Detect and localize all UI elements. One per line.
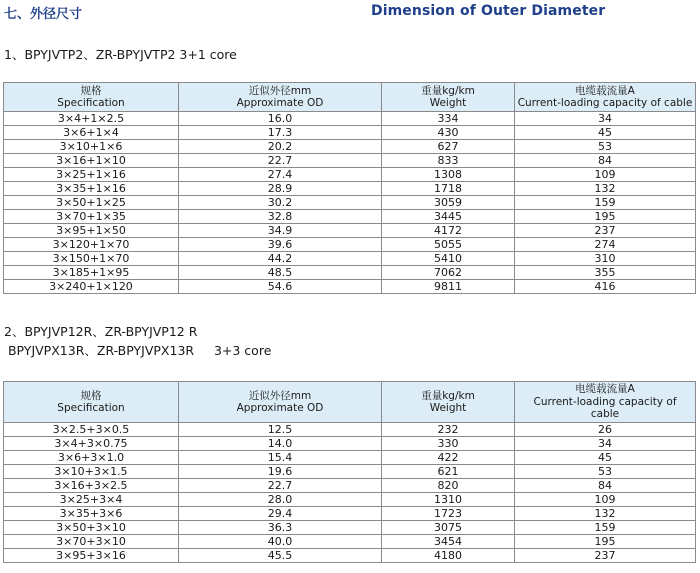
table-row bbox=[4, 210, 696, 224]
cell-approx-od: 12.5 bbox=[179, 423, 382, 437]
cell-approx-od: 39.6 bbox=[179, 238, 382, 252]
cell-weight: 430 bbox=[382, 126, 515, 140]
cell-weight: 820 bbox=[382, 479, 515, 493]
table-row bbox=[4, 168, 696, 182]
cell-weight: 621 bbox=[382, 465, 515, 479]
header-current-capacity bbox=[515, 382, 696, 423]
header-approx-od bbox=[179, 382, 382, 423]
cell-current-capacity: 132 bbox=[515, 507, 696, 521]
cell-approx-od: 27.4 bbox=[179, 168, 382, 182]
cell-specification: 3×240+1×120 bbox=[4, 280, 179, 294]
cell-current-capacity: 26 bbox=[515, 423, 696, 437]
header-specification bbox=[4, 382, 179, 423]
cell-specification: 3×50+3×10 bbox=[4, 521, 179, 535]
cell-approx-od: 22.7 bbox=[179, 154, 382, 168]
table-row bbox=[4, 479, 696, 493]
table1-body bbox=[4, 112, 696, 294]
header-approx-od bbox=[179, 83, 382, 112]
header-weight bbox=[382, 382, 515, 423]
cell-weight: 3445 bbox=[382, 210, 515, 224]
header-label-en: Approximate OD bbox=[236, 402, 324, 414]
table-row bbox=[4, 224, 696, 238]
header-label-en: Weight bbox=[429, 97, 467, 109]
cell-current-capacity: 53 bbox=[515, 140, 696, 154]
cell-approx-od: 28.9 bbox=[179, 182, 382, 196]
cell-current-capacity: 34 bbox=[515, 112, 696, 126]
cell-weight: 330 bbox=[382, 437, 515, 451]
cell-weight: 627 bbox=[382, 140, 515, 154]
header-label-en: Current-loading capacity of cable bbox=[533, 395, 677, 421]
cell-current-capacity: 355 bbox=[515, 266, 696, 280]
table-row bbox=[4, 112, 696, 126]
cell-current-capacity: 195 bbox=[515, 210, 696, 224]
cell-specification: 3×35+3×6 bbox=[4, 507, 179, 521]
cell-specification: 3×35+1×16 bbox=[4, 182, 179, 196]
cell-weight: 3059 bbox=[382, 196, 515, 210]
cell-current-capacity: 416 bbox=[515, 280, 696, 294]
cell-weight: 4180 bbox=[382, 549, 515, 563]
table-row bbox=[4, 437, 696, 451]
table-row bbox=[4, 423, 696, 437]
header-current-capacity bbox=[515, 83, 696, 112]
table-row bbox=[4, 154, 696, 168]
header-weight bbox=[382, 83, 515, 112]
table-row bbox=[4, 252, 696, 266]
table-row bbox=[4, 521, 696, 535]
cell-weight: 232 bbox=[382, 423, 515, 437]
table-row bbox=[4, 126, 696, 140]
header-label-cn: 规格 bbox=[80, 389, 102, 402]
table-row bbox=[4, 507, 696, 521]
table-row bbox=[4, 493, 696, 507]
cell-current-capacity: 45 bbox=[515, 126, 696, 140]
cell-current-capacity: 45 bbox=[515, 451, 696, 465]
cell-weight: 9811 bbox=[382, 280, 515, 294]
cell-approx-od: 54.6 bbox=[179, 280, 382, 294]
cell-approx-od: 17.3 bbox=[179, 126, 382, 140]
header-label-cn: 电缆载流量A bbox=[575, 383, 635, 396]
table-row bbox=[4, 280, 696, 294]
cell-specification: 3×50+1×25 bbox=[4, 196, 179, 210]
cell-weight: 3075 bbox=[382, 521, 515, 535]
cell-specification: 3×10+3×1.5 bbox=[4, 465, 179, 479]
cell-approx-od: 30.2 bbox=[179, 196, 382, 210]
table-row bbox=[4, 196, 696, 210]
cell-specification: 3×4+1×2.5 bbox=[4, 112, 179, 126]
cell-current-capacity: 237 bbox=[515, 224, 696, 238]
cell-specification: 3×10+1×6 bbox=[4, 140, 179, 154]
cell-specification: 3×95+1×50 bbox=[4, 224, 179, 238]
cell-specification: 3×120+1×70 bbox=[4, 238, 179, 252]
cell-current-capacity: 159 bbox=[515, 521, 696, 535]
cell-current-capacity: 195 bbox=[515, 535, 696, 549]
cell-approx-od: 34.9 bbox=[179, 224, 382, 238]
cell-approx-od: 28.0 bbox=[179, 493, 382, 507]
cell-current-capacity: 53 bbox=[515, 465, 696, 479]
cell-approx-od: 36.3 bbox=[179, 521, 382, 535]
table-3-plus-3-core bbox=[3, 381, 696, 563]
cell-approx-od: 45.5 bbox=[179, 549, 382, 563]
cell-current-capacity: 132 bbox=[515, 182, 696, 196]
table-row bbox=[4, 238, 696, 252]
cell-weight: 5055 bbox=[382, 238, 515, 252]
cell-approx-od: 19.6 bbox=[179, 465, 382, 479]
cell-specification: 3×16+3×2.5 bbox=[4, 479, 179, 493]
cell-current-capacity: 109 bbox=[515, 168, 696, 182]
cell-approx-od: 20.2 bbox=[179, 140, 382, 154]
cell-weight: 1308 bbox=[382, 168, 515, 182]
cell-weight: 1310 bbox=[382, 493, 515, 507]
header-label-cn: 重量kg/km bbox=[421, 389, 475, 402]
cell-specification: 3×16+1×10 bbox=[4, 154, 179, 168]
cell-current-capacity: 274 bbox=[515, 238, 696, 252]
cell-specification: 3×25+3×4 bbox=[4, 493, 179, 507]
cell-weight: 1723 bbox=[382, 507, 515, 521]
cell-approx-od: 22.7 bbox=[179, 479, 382, 493]
cell-weight: 833 bbox=[382, 154, 515, 168]
header-label-cn: 近似外径mm bbox=[248, 84, 312, 97]
cell-weight: 422 bbox=[382, 451, 515, 465]
table-row bbox=[4, 140, 696, 154]
header-label-cn: 重量kg/km bbox=[421, 84, 475, 97]
cell-current-capacity: 109 bbox=[515, 493, 696, 507]
table-row bbox=[4, 182, 696, 196]
cell-approx-od: 15.4 bbox=[179, 451, 382, 465]
header-label-cn: 近似外径mm bbox=[248, 389, 312, 402]
table2-header bbox=[4, 382, 696, 423]
cell-specification: 3×6+3×1.0 bbox=[4, 451, 179, 465]
header-label-en: Weight bbox=[429, 402, 467, 414]
cell-current-capacity: 34 bbox=[515, 437, 696, 451]
cell-specification: 3×70+3×10 bbox=[4, 535, 179, 549]
cell-weight: 7062 bbox=[382, 266, 515, 280]
header-label-en: Approximate OD bbox=[236, 97, 324, 109]
cell-specification: 3×150+1×70 bbox=[4, 252, 179, 266]
cell-current-capacity: 159 bbox=[515, 196, 696, 210]
cell-approx-od: 16.0 bbox=[179, 112, 382, 126]
heading-cn: 七、外径尺寸 bbox=[4, 7, 83, 22]
cell-specification: 3×6+1×4 bbox=[4, 126, 179, 140]
section2-title-line1: 2、BPYJVP12R、ZR-BPYJVP12 R bbox=[4, 324, 198, 339]
table2-body bbox=[4, 423, 696, 563]
header-label-cn: 规格 bbox=[80, 84, 102, 97]
cell-weight: 4172 bbox=[382, 224, 515, 238]
table1-header bbox=[4, 83, 696, 112]
cell-current-capacity: 84 bbox=[515, 154, 696, 168]
header-label-en: Current-loading capacity of cable bbox=[517, 97, 693, 109]
cell-current-capacity: 237 bbox=[515, 549, 696, 563]
section2-title-line2: BPYJVPX13R、ZR-BPYJVPX13R 3+3 core bbox=[4, 343, 272, 358]
section1-title: 1、BPYJVTP2、ZR-BPYJVTP2 3+1 core bbox=[4, 47, 237, 62]
cell-weight: 5410 bbox=[382, 252, 515, 266]
cell-approx-od: 29.4 bbox=[179, 507, 382, 521]
table-row bbox=[4, 549, 696, 563]
cell-approx-od: 32.8 bbox=[179, 210, 382, 224]
table-row bbox=[4, 535, 696, 549]
cell-approx-od: 44.2 bbox=[179, 252, 382, 266]
cell-current-capacity: 84 bbox=[515, 479, 696, 493]
header-label-cn: 电缆载流量A bbox=[575, 84, 635, 97]
header-label-en: Specification bbox=[57, 97, 125, 109]
cell-weight: 334 bbox=[382, 112, 515, 126]
cell-approx-od: 40.0 bbox=[179, 535, 382, 549]
cell-specification: 3×4+3×0.75 bbox=[4, 437, 179, 451]
table-row bbox=[4, 451, 696, 465]
table-3-plus-1-core bbox=[3, 82, 696, 294]
cell-approx-od: 48.5 bbox=[179, 266, 382, 280]
heading-en: Dimension of Outer Diameter bbox=[371, 3, 606, 19]
cell-specification: 3×2.5+3×0.5 bbox=[4, 423, 179, 437]
header-specification bbox=[4, 83, 179, 112]
cell-specification: 3×25+1×16 bbox=[4, 168, 179, 182]
cell-weight: 3454 bbox=[382, 535, 515, 549]
cell-approx-od: 14.0 bbox=[179, 437, 382, 451]
header-label-en: Specification bbox=[57, 402, 125, 414]
cell-weight: 1718 bbox=[382, 182, 515, 196]
cell-specification: 3×185+1×95 bbox=[4, 266, 179, 280]
cell-specification: 3×95+3×16 bbox=[4, 549, 179, 563]
cell-specification: 3×70+1×35 bbox=[4, 210, 179, 224]
cell-current-capacity: 310 bbox=[515, 252, 696, 266]
table-row bbox=[4, 266, 696, 280]
table-row bbox=[4, 465, 696, 479]
